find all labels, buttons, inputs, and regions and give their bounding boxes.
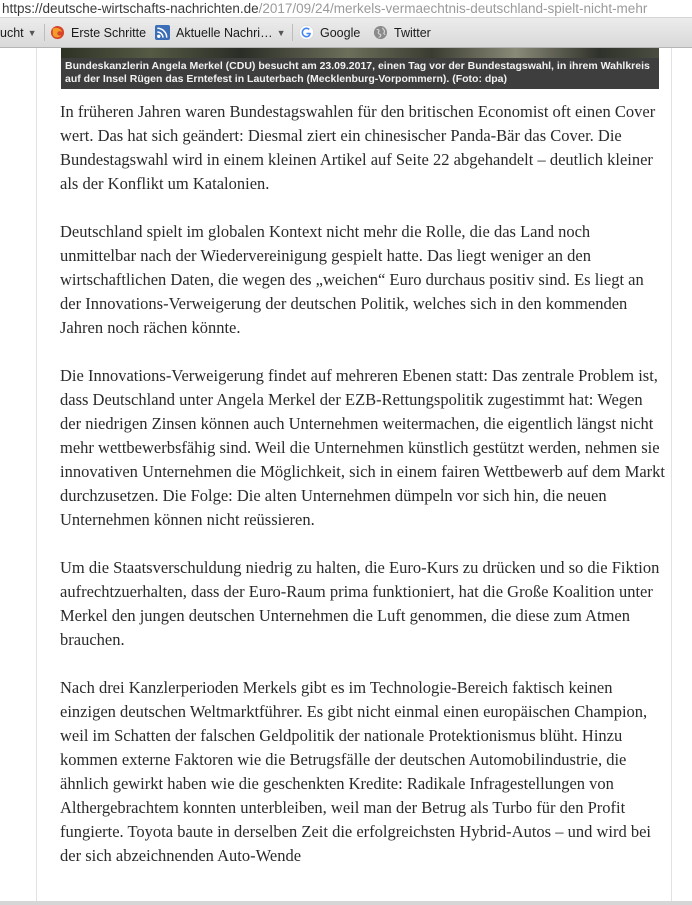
bookmark-folder-ucht[interactable] <box>0 18 37 47</box>
bookmark-label: Twitter <box>394 25 431 40</box>
address-bar[interactable] <box>0 0 692 18</box>
rss-icon <box>155 25 170 40</box>
bookmark-erste-schritte[interactable] <box>50 18 146 47</box>
dropdown-arrow-icon: ▼ <box>27 27 37 38</box>
bookmark-label: ucht <box>0 25 24 40</box>
url-text[interactable] <box>2 0 647 17</box>
article-paragraph: Deutschland spielt im globalen Kontext nicht mehr die Rolle, die das Land noch unmittelbar nach der Wiedervereinigung gespielt hatte. Das liegt weniger an den wirtschaftlichen Daten, die wegen des „weichen“ Euro durchaus positiv sind. Es liegt an der Innovations-Verweigerung der deutschen Politik, welches sich in den kommenden Jahren noch rächen könnte. <box>60 222 644 337</box>
article-hero-image <box>61 48 659 58</box>
bookmark-label: Aktuelle Nachri… <box>176 25 273 40</box>
article-paragraph: Die Innovations-Verweigerung findet auf mehreren Ebenen statt: Das zentrale Problem ist, dass Deutschland unter Angela Merkel der EZB-Rettungspolitik zugestimmt hat: Wegen der niedrigen Zinsen können auch Unternehmen weitermachen, die eigentlich längst nicht mehr wettbewerbsfähig sind. Weil die Unternehmen künstlich gestützt werden, nehmen sie innovativen Unternehmen die Möglichkeit, sich in einem fairen Wettbewerb auf dem Markt durchzusetzen. Die Folge: Die alten Unternehmen dümpeln vor sich hin, die neuen Unternehmen können nicht reüssieren. <box>60 366 666 529</box>
url-host: https://deutsche-wirtschafts-nachrichten.de <box>2 1 259 16</box>
article-paragraph: In früheren Jahren waren Bundestagswahlen für den britischen Economist oft einen Cover wert. Das hat sich geändert: Diesmal ziert ein chinesischer Panda-Bär das Cover. Die Bundestagswahl wird in einem kleinen Artikel auf Seite 22 abgehandelt – deutlich kleiner als der Konflikt um Katalonien. <box>60 102 656 193</box>
bookmark-aktuelle-nachrichten[interactable] <box>155 18 286 47</box>
globe-icon <box>373 25 388 40</box>
article-body <box>60 100 666 892</box>
google-icon <box>299 25 314 40</box>
bookmark-google[interactable] <box>299 18 360 47</box>
toolbar-separator <box>44 24 45 41</box>
firefox-icon <box>50 25 65 40</box>
image-caption: Bundeskanzlerin Angela Merkel (CDU) besucht am 23.09.2017, einen Tag vor der Bundestagswahl, in ihrem Wahlkreis auf der Insel Rügen das Erntefest in Lauterbach (Mecklenburg-Vorpommern). (Foto: dpa) <box>61 58 659 89</box>
toolbar-separator <box>292 24 293 41</box>
url-path: /2017/09/24/merkels-vermaechtnis-deutschland-spielt-nicht-mehr <box>258 1 648 16</box>
horizontal-scrollbar[interactable] <box>0 901 692 905</box>
bookmarks-toolbar <box>0 18 692 48</box>
bookmark-label: Google <box>320 25 361 40</box>
bookmark-label: Erste Schritte <box>71 25 147 40</box>
bookmark-twitter[interactable] <box>373 18 431 47</box>
dropdown-arrow-icon: ▼ <box>276 27 286 38</box>
article-paragraph: Um die Staatsverschuldung niedrig zu halten, die Euro-Kurs zu drücken und so die Fiktion aufrechtzuerhalten, dass der Euro-Raum prima funktioniert, hat die Große Koalition unter Merkel den jungen deutschen Unternehmen die Luft genommen, die diese zum Atmen brauchen. <box>60 558 660 649</box>
article-paragraph: Nach drei Kanzlerperioden Merkels gibt es im Technologie-Bereich faktisch keinen einzigen deutschen Weltmarktführer. Es gibt nicht einmal einen europäischen Champion, weil im Schatten der falschen Geldpolitik der nationale Protektionismus blüht. Hinzu kommen externe Faktoren wie die Betrugsfälle der deutschen Automobilindustrie, die ähnlich gewirkt haben wie die geschenkten Kredite: Radikale Infragestellungen von Althergebrachtem konnten unterbleiben, weil man der Betrug als Turbo für den Profit fungierte. Toyota baute in derselben Zeit die erfolgreichsten Hybrid-Autos – und wird bei der sich abzeichnenden Auto-Wende <box>60 678 651 865</box>
